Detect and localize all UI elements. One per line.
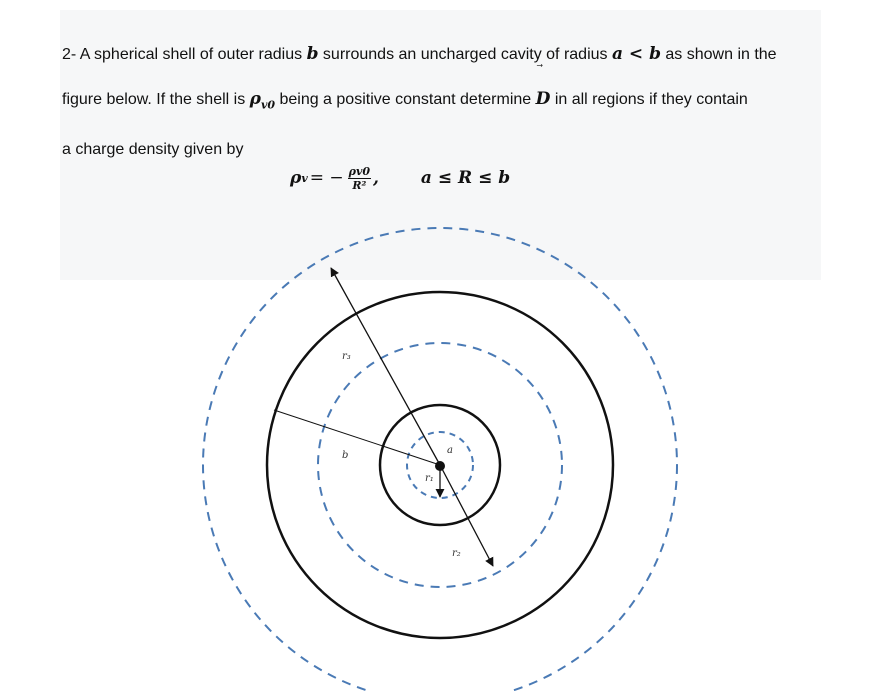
eq-rho: ρ	[290, 168, 302, 188]
text: figure below. If the shell is	[62, 91, 250, 108]
text: 2- A spherical shell of outer radius	[62, 46, 307, 63]
rho-symbol: ρ	[249, 89, 261, 109]
radius-r2-arrow	[440, 465, 493, 566]
gaussian-surface-r3	[203, 228, 677, 691]
label-a: a	[447, 445, 453, 456]
label-r1: r₁	[425, 473, 434, 484]
rho-subscript: v0	[260, 98, 276, 112]
center-point	[435, 461, 445, 471]
eq-numerator: ρv0	[348, 164, 370, 178]
var-b: b	[306, 44, 319, 64]
text: surrounds an uncharged cavity of radius	[318, 46, 612, 63]
eq-comma: ,	[373, 168, 379, 188]
vector-letter: D	[535, 89, 551, 109]
eq-condition: a ≤ R ≤ b	[420, 168, 511, 188]
label-r3: r₃	[342, 351, 351, 362]
eq-rho-sub: v	[301, 171, 308, 185]
problem-line-3: a charge density given by	[62, 141, 244, 159]
label-b: b	[342, 450, 349, 461]
radius-b-line	[274, 410, 440, 465]
text: in all regions if they contain	[550, 91, 748, 108]
text: as shown in the	[660, 46, 777, 63]
eq-equals-minus: = −	[309, 168, 344, 188]
label-r2: r₂	[452, 548, 461, 559]
eq-denominator: R²	[352, 178, 367, 192]
radius-r3-arrow	[331, 268, 440, 465]
inequality-a-lt-b: a < b	[611, 44, 661, 64]
text: being a positive constant determine	[275, 91, 536, 108]
